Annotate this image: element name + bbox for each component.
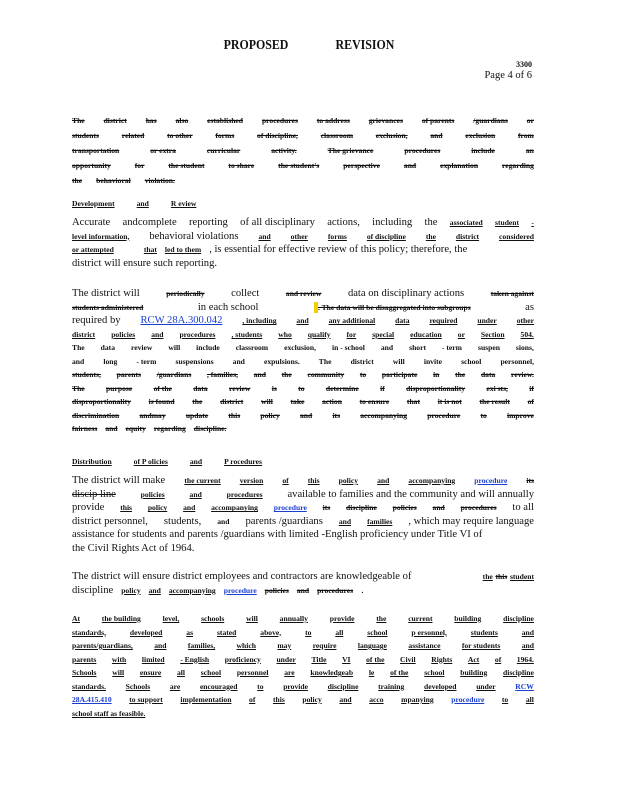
text-line: the Civil Rights Act of 1964. xyxy=(72,542,195,554)
word: district xyxy=(103,116,127,125)
word: , students xyxy=(231,329,263,339)
word: school xyxy=(424,668,445,677)
word: the result xyxy=(479,397,510,407)
page-number: Page 4 of 6 xyxy=(484,70,532,81)
word: sions, xyxy=(515,343,534,353)
word: curricular xyxy=(206,146,241,155)
word: regarding xyxy=(502,161,534,170)
word: are xyxy=(169,681,181,691)
text-line: discipline policy and accompanying procedure policies and procedures . xyxy=(72,584,364,596)
intro-deleted-paragraph xyxy=(72,113,534,188)
word: acco xyxy=(369,695,384,704)
word: of the xyxy=(366,654,385,664)
word: all xyxy=(335,627,344,637)
word: standards, xyxy=(72,627,106,637)
word: which xyxy=(236,641,256,650)
word: building xyxy=(454,614,482,623)
word: participate xyxy=(381,370,418,380)
word: policies xyxy=(111,329,136,339)
text-line: The district will make the current version of this policy and accompanying procedure its xyxy=(72,475,534,486)
word: violation. xyxy=(144,176,175,185)
word: it is not xyxy=(437,397,462,407)
word: The xyxy=(318,356,332,366)
text-line xyxy=(72,158,534,173)
word: if xyxy=(529,383,534,393)
text-line xyxy=(72,409,534,423)
text-line: level information, behavioral violations and other forms of discipline the district considered xyxy=(72,230,534,242)
text-line xyxy=(72,368,534,382)
word: suspen xyxy=(477,343,500,353)
word: and xyxy=(403,161,417,170)
word: opportunity xyxy=(72,161,111,170)
text-line xyxy=(72,639,534,653)
word: the xyxy=(281,370,292,380)
title-word: REVISION xyxy=(335,38,395,53)
word: discipline xyxy=(327,681,359,691)
word: all xyxy=(525,695,534,704)
text-line xyxy=(72,143,534,158)
word: students xyxy=(72,131,100,140)
word: procedures xyxy=(179,329,216,339)
word: stated xyxy=(216,627,237,637)
word: long xyxy=(103,356,118,366)
word: The xyxy=(72,116,85,125)
word: 504. xyxy=(520,329,534,339)
text-line: students administered in each school . The data will be disaggregated into subgroups as xyxy=(72,301,534,313)
word: in xyxy=(433,370,440,380)
word: limited xyxy=(141,654,165,664)
word: this xyxy=(228,410,241,420)
text-line: assistance for students and parents /guardians with limited -English proficiency under Title VI of xyxy=(72,529,483,541)
distribution-heading: Distribution of P olicies and P rocedures xyxy=(72,457,262,466)
word: and xyxy=(521,641,534,650)
word: to other xyxy=(167,131,193,140)
word: procedure xyxy=(427,410,461,420)
word: from xyxy=(517,131,534,140)
word: disproportionality xyxy=(72,397,131,407)
word: education xyxy=(410,329,442,339)
word: encouraged xyxy=(199,681,238,691)
text-line xyxy=(72,341,534,355)
word: The xyxy=(72,343,85,353)
word: established xyxy=(207,116,244,125)
word: and xyxy=(380,343,394,353)
building-level-paragraph xyxy=(72,612,534,720)
word: ensure xyxy=(139,668,162,677)
word: students xyxy=(470,627,498,637)
development-heading xyxy=(72,199,534,208)
word: andmay xyxy=(139,410,166,420)
text-line xyxy=(72,612,534,626)
word: or xyxy=(526,116,534,125)
text-line xyxy=(72,626,534,640)
word: also xyxy=(175,116,189,125)
word: action xyxy=(322,397,342,407)
word: perspective xyxy=(343,161,380,170)
word: mpanying xyxy=(401,695,434,704)
word: schools xyxy=(201,614,225,623)
word: the xyxy=(192,397,203,407)
word: may xyxy=(277,641,292,650)
word: exclusion, xyxy=(284,343,316,353)
word: the xyxy=(72,176,83,185)
word: - term xyxy=(136,356,157,366)
word: is xyxy=(271,383,277,393)
word: to xyxy=(305,627,312,637)
procedure-link[interactable]: procedure xyxy=(474,476,508,485)
word: data xyxy=(193,383,208,393)
word: and xyxy=(72,356,85,366)
policy-number: 3300 xyxy=(516,60,532,69)
page-title xyxy=(46,38,571,54)
word: disproportionality xyxy=(406,383,466,393)
title-word: PROPOSED xyxy=(223,38,289,53)
word: all xyxy=(177,668,186,677)
word: in - school xyxy=(331,343,365,353)
word: improve xyxy=(507,410,534,420)
word: Civil xyxy=(400,654,416,664)
word: of discipline, xyxy=(257,131,298,140)
text-line xyxy=(72,680,534,694)
word: or xyxy=(457,329,465,339)
text-line: The district will periodically collect and review data on disciplinary actions taken against xyxy=(72,288,534,299)
word: parents xyxy=(116,370,141,380)
rcw-link[interactable]: RCW xyxy=(515,681,534,691)
text-line: provide this policy and accompanying procedure its discipline policies and procedures to all xyxy=(72,502,534,514)
word: to xyxy=(501,695,509,704)
word: to support xyxy=(129,695,163,704)
word: policy xyxy=(302,695,322,704)
word: who xyxy=(278,329,292,339)
text-line xyxy=(72,382,534,396)
rcw-link[interactable]: 28A.415.410 xyxy=(72,695,112,704)
word: or extra xyxy=(150,146,176,155)
text-line: Accurate andcomplete reporting of all disciplinary actions, including the associated student - xyxy=(72,217,534,228)
word: community xyxy=(307,370,345,380)
word: require xyxy=(312,641,337,650)
word: procedures xyxy=(261,116,298,125)
development-paragraph-2 xyxy=(72,287,534,436)
word: parents/guardians, xyxy=(72,641,133,650)
word: the xyxy=(376,614,387,623)
word: discrimination xyxy=(72,410,120,420)
word: take xyxy=(290,397,305,407)
text-line: discip line policies and procedures available to families and the community and will annually xyxy=(72,488,534,500)
word: to xyxy=(480,410,487,420)
text-line xyxy=(72,653,534,667)
word: developed xyxy=(129,627,163,637)
text-line: The district will ensure district employees and contractors are knowledgeable of the this student xyxy=(72,571,534,582)
word: of the xyxy=(390,668,409,677)
word: annually xyxy=(279,614,308,623)
word: as xyxy=(186,627,194,637)
word: update xyxy=(185,410,209,420)
word: classroom xyxy=(235,343,269,353)
word: and xyxy=(430,131,443,140)
heading-word: Development xyxy=(72,199,115,208)
word: will xyxy=(246,614,258,623)
word: and xyxy=(339,695,352,704)
word: are xyxy=(284,668,295,677)
text-line xyxy=(72,693,534,707)
text-line: district personnel, students, and parents /guardians and families , which may require language xyxy=(72,515,534,527)
text-line: or attempted that led to them , is essential for effective review of this policy; therefore, the xyxy=(72,244,468,256)
word: expulsions. xyxy=(264,356,300,366)
word: of xyxy=(527,397,534,407)
distribution-paragraph-2 xyxy=(72,570,534,597)
word: The grievance xyxy=(327,146,374,155)
word: p ersonnel, xyxy=(411,627,447,637)
procedure-link[interactable]: procedure xyxy=(223,585,257,595)
word: le xyxy=(368,668,375,677)
word: related xyxy=(121,131,145,140)
word: provide xyxy=(329,614,355,623)
word: school xyxy=(461,356,482,366)
word: assistance xyxy=(408,641,441,650)
word: and xyxy=(253,370,266,380)
word: review xyxy=(229,383,251,393)
word: the xyxy=(455,370,466,380)
word: level, xyxy=(162,614,180,623)
word: of xyxy=(494,654,502,664)
text-line: school staff as feasible. xyxy=(72,708,146,718)
word: Section xyxy=(480,329,505,339)
word: proficiency xyxy=(224,654,261,664)
word: Schools xyxy=(125,681,151,691)
text-line xyxy=(72,113,534,128)
procedure-link[interactable]: procedure xyxy=(273,503,307,513)
word: under xyxy=(276,654,296,664)
word: exclusion xyxy=(465,131,496,140)
word: special xyxy=(372,329,395,339)
word: and xyxy=(105,424,118,434)
word: and xyxy=(154,641,167,650)
text-line xyxy=(72,128,534,143)
word: under xyxy=(476,681,496,691)
word: review. xyxy=(511,370,534,380)
word: an xyxy=(525,146,534,155)
word: data xyxy=(100,343,116,353)
word: and xyxy=(300,410,313,420)
word: if xyxy=(380,383,385,393)
word: and xyxy=(151,329,164,339)
word: accompanying xyxy=(360,410,408,420)
word: explanation xyxy=(440,161,479,170)
word: review xyxy=(131,343,153,353)
word: this xyxy=(272,695,285,704)
word: Act xyxy=(467,654,480,664)
word: qualify xyxy=(307,329,331,339)
word: equity xyxy=(125,424,146,434)
word: Schools xyxy=(72,668,97,677)
word: include xyxy=(196,343,220,353)
word: classroom xyxy=(320,131,354,140)
word: its xyxy=(332,410,341,420)
word: that xyxy=(406,397,420,407)
word: discipline. xyxy=(193,424,227,434)
text-line xyxy=(72,173,534,188)
text-line xyxy=(72,328,534,342)
word: exclusion, xyxy=(375,131,408,140)
word: to share xyxy=(228,161,255,170)
word: and xyxy=(232,356,245,366)
word: school xyxy=(367,627,388,637)
word: standards. xyxy=(72,681,106,691)
word: The xyxy=(72,383,85,393)
word: data xyxy=(480,370,496,380)
text-line xyxy=(72,395,534,409)
word: policy xyxy=(260,410,280,420)
word: of parents xyxy=(421,116,455,125)
text-line xyxy=(72,355,534,369)
procedure-link[interactable]: procedure xyxy=(451,695,485,704)
heading-word: R eview xyxy=(170,199,197,208)
word: determine xyxy=(325,383,359,393)
word: regarding xyxy=(153,424,186,434)
word: parents xyxy=(72,654,97,664)
word: discipline xyxy=(503,614,534,623)
word: grievances xyxy=(368,116,403,125)
word: district xyxy=(72,329,96,339)
word: for students xyxy=(461,641,501,650)
text-line: required by RCW 28A.300.042 , including and any additional data required under other xyxy=(72,315,534,327)
word: forms xyxy=(215,131,235,140)
word: has xyxy=(145,116,157,125)
word: to xyxy=(359,370,367,380)
word: , families, xyxy=(206,370,238,380)
distribution-paragraph-1 xyxy=(72,474,534,556)
word: procedures xyxy=(404,146,441,155)
word: personnel, xyxy=(500,356,534,366)
development-small-lines xyxy=(72,328,534,436)
word: activity. xyxy=(271,146,297,155)
word: to xyxy=(298,383,305,393)
heading-word: and xyxy=(136,199,149,208)
word: discipline xyxy=(503,668,534,677)
word: to xyxy=(257,681,264,691)
word: of xyxy=(249,695,256,704)
word: training xyxy=(378,681,405,691)
word: knowledgeab xyxy=(310,668,354,677)
word: students, xyxy=(72,370,101,380)
word: provide xyxy=(283,681,308,691)
word: district xyxy=(220,397,244,407)
word: include xyxy=(471,146,495,155)
word: to address xyxy=(316,116,350,125)
word: implementation xyxy=(180,695,232,704)
word: exi sts, xyxy=(486,383,508,393)
word: /guardians xyxy=(156,370,192,380)
word: to ensure xyxy=(359,397,390,407)
word: with xyxy=(111,654,127,664)
word: short xyxy=(409,343,426,353)
word: purpose xyxy=(106,383,133,393)
word: language xyxy=(357,641,387,650)
word: personnel xyxy=(236,668,269,677)
word: - term xyxy=(441,343,462,353)
word: Rights xyxy=(431,654,453,664)
word: VI xyxy=(342,654,351,664)
text-line xyxy=(72,666,534,680)
word: invite xyxy=(423,356,442,366)
word: will xyxy=(260,397,273,407)
word: the student's xyxy=(278,161,320,170)
word: the student xyxy=(168,161,205,170)
word: the building xyxy=(101,614,141,623)
word: will xyxy=(112,668,125,677)
word: developed xyxy=(424,681,457,691)
word: current xyxy=(408,614,433,623)
rcw-link[interactable]: RCW 28A.300.042 xyxy=(140,315,223,327)
word: district xyxy=(350,356,374,366)
word: At xyxy=(72,614,81,623)
word: will xyxy=(392,356,405,366)
text-line: district will ensure such reporting. xyxy=(72,257,218,269)
word: of the xyxy=(153,383,172,393)
word: for xyxy=(134,161,145,170)
word: school xyxy=(200,668,222,677)
word: for xyxy=(346,329,357,339)
word: /guardians xyxy=(473,116,508,125)
word: building xyxy=(460,668,488,677)
word: is found xyxy=(148,397,175,407)
word: and xyxy=(521,627,534,637)
word: fairness xyxy=(72,424,98,434)
word: Title xyxy=(311,654,327,664)
word: - English xyxy=(180,654,210,664)
word: behavioral xyxy=(96,176,131,185)
word: families, xyxy=(187,641,216,650)
text-line xyxy=(72,422,534,436)
word: suspensions xyxy=(175,356,214,366)
development-paragraph-1 xyxy=(72,216,534,270)
word: above, xyxy=(260,627,282,637)
word: will xyxy=(168,343,181,353)
word: transportation xyxy=(72,146,120,155)
word: 1964. xyxy=(516,654,534,664)
